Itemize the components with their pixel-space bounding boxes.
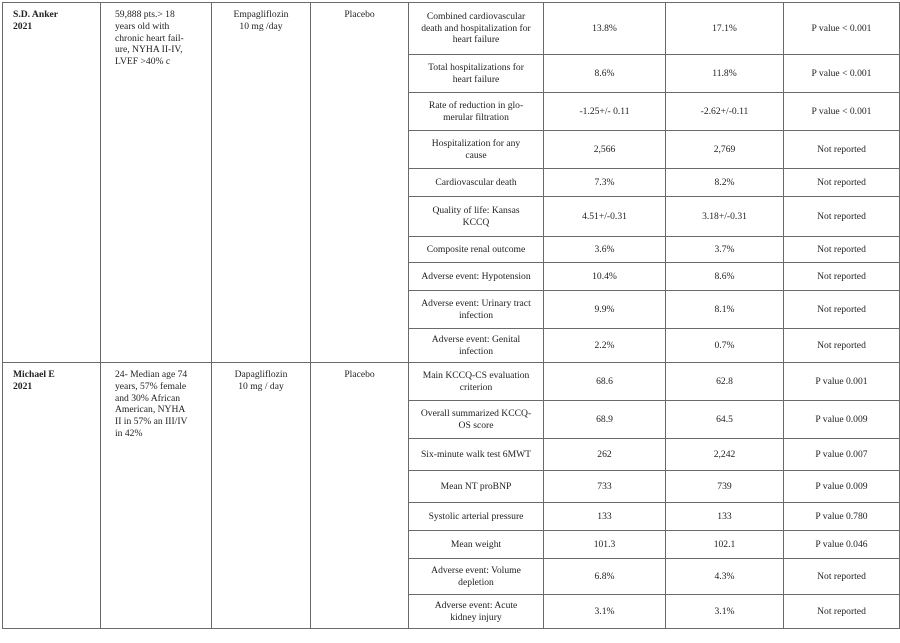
outcome-cell bbox=[409, 131, 544, 169]
text-line: Adverse event: Volume bbox=[431, 564, 521, 576]
table-row bbox=[3, 363, 900, 401]
outcome-cell bbox=[409, 439, 544, 471]
placebo-value-cell: 739 bbox=[666, 471, 784, 503]
text-line: American, NYHA bbox=[115, 404, 186, 416]
text-line: ure, NYHA II-IV, bbox=[115, 44, 183, 56]
text-line: Adverse event: Genital bbox=[431, 333, 521, 345]
outcome-cell bbox=[409, 329, 544, 363]
text-line: 2021 bbox=[13, 380, 33, 392]
text-line: criterion bbox=[459, 381, 493, 393]
outcome-cell bbox=[409, 401, 544, 439]
text-line: Six-minute walk test 6MWT bbox=[420, 448, 532, 460]
outcome-cell bbox=[409, 595, 544, 629]
text-line: 2021 bbox=[13, 20, 33, 32]
text-line: death and hospitalization for bbox=[421, 22, 531, 34]
treatment-value-cell: 7.3% bbox=[544, 169, 666, 197]
text-line: in 42% bbox=[115, 427, 143, 439]
control-cell: Placebo bbox=[311, 3, 409, 363]
text-line: heart failure bbox=[452, 34, 500, 46]
outcome-cell bbox=[409, 503, 544, 531]
text-line: OS score bbox=[458, 419, 494, 431]
placebo-value-cell: 4.3% bbox=[666, 559, 784, 595]
text-line: Mean weight bbox=[450, 538, 502, 550]
p-value-cell: Not reported bbox=[784, 237, 900, 263]
text-line: 10 mg /day bbox=[239, 20, 283, 32]
text-line: heart failure bbox=[452, 73, 500, 85]
text-line: cause bbox=[465, 149, 487, 161]
text-line: 24- Median age 74 bbox=[115, 369, 188, 380]
text-line: Adverse event: Urinary tract bbox=[421, 297, 531, 309]
p-value-cell: P value < 0.001 bbox=[784, 93, 900, 131]
text-line: kidney injury bbox=[450, 611, 502, 623]
outcome-cell bbox=[409, 237, 544, 263]
text-line: merular filtration bbox=[443, 111, 509, 123]
p-value-cell: P value 0.009 bbox=[784, 401, 900, 439]
p-value-cell: Not reported bbox=[784, 131, 900, 169]
table-row bbox=[3, 3, 900, 55]
trial-results-table bbox=[2, 2, 900, 629]
treatment-value-cell: -1.25+/- 0.11 bbox=[544, 93, 666, 131]
text-line: Michael E bbox=[13, 369, 55, 380]
placebo-value-cell: 64.5 bbox=[666, 401, 784, 439]
outcome-cell bbox=[409, 3, 544, 55]
p-value-cell: Not reported bbox=[784, 169, 900, 197]
text-line: Main KCCQ-CS evaluation bbox=[422, 369, 530, 381]
treatment-value-cell: 13.8% bbox=[544, 3, 666, 55]
p-value-cell: P value 0.780 bbox=[784, 503, 900, 531]
placebo-value-cell: 17.1% bbox=[666, 3, 784, 55]
treatment-value-cell: 8.6% bbox=[544, 55, 666, 93]
placebo-value-cell: 102.1 bbox=[666, 531, 784, 559]
p-value-cell: Not reported bbox=[784, 559, 900, 595]
outcome-cell bbox=[409, 559, 544, 595]
text-line: Empagliflozin bbox=[233, 9, 289, 20]
text-line: depletion bbox=[458, 576, 494, 588]
treatment-value-cell: 3.6% bbox=[544, 237, 666, 263]
study-cell bbox=[3, 3, 101, 363]
outcome-cell bbox=[409, 197, 544, 237]
outcome-cell bbox=[409, 263, 544, 291]
p-value-cell: Not reported bbox=[784, 329, 900, 363]
treatment-value-cell: 101.3 bbox=[544, 531, 666, 559]
text-line: Mean NT proBNP bbox=[440, 480, 512, 492]
p-value-cell: P value 0.009 bbox=[784, 471, 900, 503]
text-line: Rate of reduction in glo- bbox=[428, 99, 524, 111]
text-line: Systolic arterial pressure bbox=[428, 510, 524, 522]
p-value-cell: P value 0.001 bbox=[784, 363, 900, 401]
placebo-value-cell: 62.8 bbox=[666, 363, 784, 401]
outcome-cell bbox=[409, 291, 544, 329]
outcome-cell bbox=[409, 93, 544, 131]
p-value-cell: Not reported bbox=[784, 291, 900, 329]
text-line: Hospitalization for any bbox=[431, 137, 521, 149]
p-value-cell: P value 0.007 bbox=[784, 439, 900, 471]
placebo-value-cell: 133 bbox=[666, 503, 784, 531]
outcome-cell bbox=[409, 169, 544, 197]
text-line: chronic heart fail- bbox=[115, 32, 184, 44]
treatment-value-cell: 9.9% bbox=[544, 291, 666, 329]
text-line: Total hospitalizations for bbox=[428, 61, 524, 73]
p-value-cell: P value 0.046 bbox=[784, 531, 900, 559]
text-line: years old with bbox=[115, 20, 170, 32]
treatment-value-cell: 68.9 bbox=[544, 401, 666, 439]
text-line: Overall summarized KCCQ- bbox=[420, 407, 532, 419]
treatment-value-cell: 2.2% bbox=[544, 329, 666, 363]
treatment-value-cell: 10.4% bbox=[544, 263, 666, 291]
placebo-value-cell: 8.1% bbox=[666, 291, 784, 329]
placebo-value-cell: 8.2% bbox=[666, 169, 784, 197]
treatment-value-cell: 262 bbox=[544, 439, 666, 471]
outcome-cell bbox=[409, 363, 544, 401]
placebo-value-cell: 8.6% bbox=[666, 263, 784, 291]
treatment-value-cell: 733 bbox=[544, 471, 666, 503]
treatment-value-cell: 68.6 bbox=[544, 363, 666, 401]
outcome-cell bbox=[409, 471, 544, 503]
population-cell bbox=[101, 363, 212, 629]
text-line: and 30% African bbox=[115, 392, 181, 404]
study-cell bbox=[3, 363, 101, 629]
treatment-value-cell: 3.1% bbox=[544, 595, 666, 629]
placebo-value-cell: -2.62+/-0.11 bbox=[666, 93, 784, 131]
text-line: Adverse event: Hypotension bbox=[421, 270, 531, 282]
text-line: LVEF >40% c bbox=[115, 56, 171, 68]
p-value-cell: Not reported bbox=[784, 197, 900, 237]
p-value-cell: Not reported bbox=[784, 263, 900, 291]
text-line: 59,888 pts.> 18 bbox=[115, 9, 175, 20]
intervention-cell bbox=[212, 363, 311, 629]
text-line: II in 57% an III/IV bbox=[115, 416, 188, 428]
text-line: Cardiovascular death bbox=[435, 176, 517, 188]
table-body bbox=[3, 3, 900, 629]
placebo-value-cell: 2,769 bbox=[666, 131, 784, 169]
placebo-value-cell: 3.1% bbox=[666, 595, 784, 629]
text-line: Composite renal outcome bbox=[426, 243, 526, 255]
intervention-cell bbox=[212, 3, 311, 363]
treatment-value-cell: 4.51+/-0.31 bbox=[544, 197, 666, 237]
treatment-value-cell: 6.8% bbox=[544, 559, 666, 595]
text-line: 10 mg / day bbox=[238, 380, 284, 392]
text-line: Dapagliflozin bbox=[234, 369, 288, 380]
text-line: Combined cardiovascular bbox=[426, 10, 526, 22]
text-line: years, 57% female bbox=[115, 380, 187, 392]
placebo-value-cell: 3.18+/-0.31 bbox=[666, 197, 784, 237]
treatment-value-cell: 133 bbox=[544, 503, 666, 531]
text-line: infection bbox=[458, 345, 494, 357]
treatment-value-cell: 2,566 bbox=[544, 131, 666, 169]
placebo-value-cell: 11.8% bbox=[666, 55, 784, 93]
p-value-cell: P value < 0.001 bbox=[784, 3, 900, 55]
placebo-value-cell: 0.7% bbox=[666, 329, 784, 363]
outcome-cell bbox=[409, 531, 544, 559]
text-line: Adverse event: Acute bbox=[434, 599, 518, 611]
population-cell bbox=[101, 3, 212, 363]
outcome-cell bbox=[409, 55, 544, 93]
p-value-cell: Not reported bbox=[784, 595, 900, 629]
p-value-cell: P value < 0.001 bbox=[784, 55, 900, 93]
text-line: KCCQ bbox=[462, 216, 490, 228]
text-line: Quality of life: Kansas bbox=[432, 204, 520, 216]
text-line: infection bbox=[458, 309, 494, 321]
control-cell: Placebo bbox=[311, 363, 409, 629]
placebo-value-cell: 2,242 bbox=[666, 439, 784, 471]
text-line: S.D. Anker bbox=[13, 9, 59, 20]
placebo-value-cell: 3.7% bbox=[666, 237, 784, 263]
